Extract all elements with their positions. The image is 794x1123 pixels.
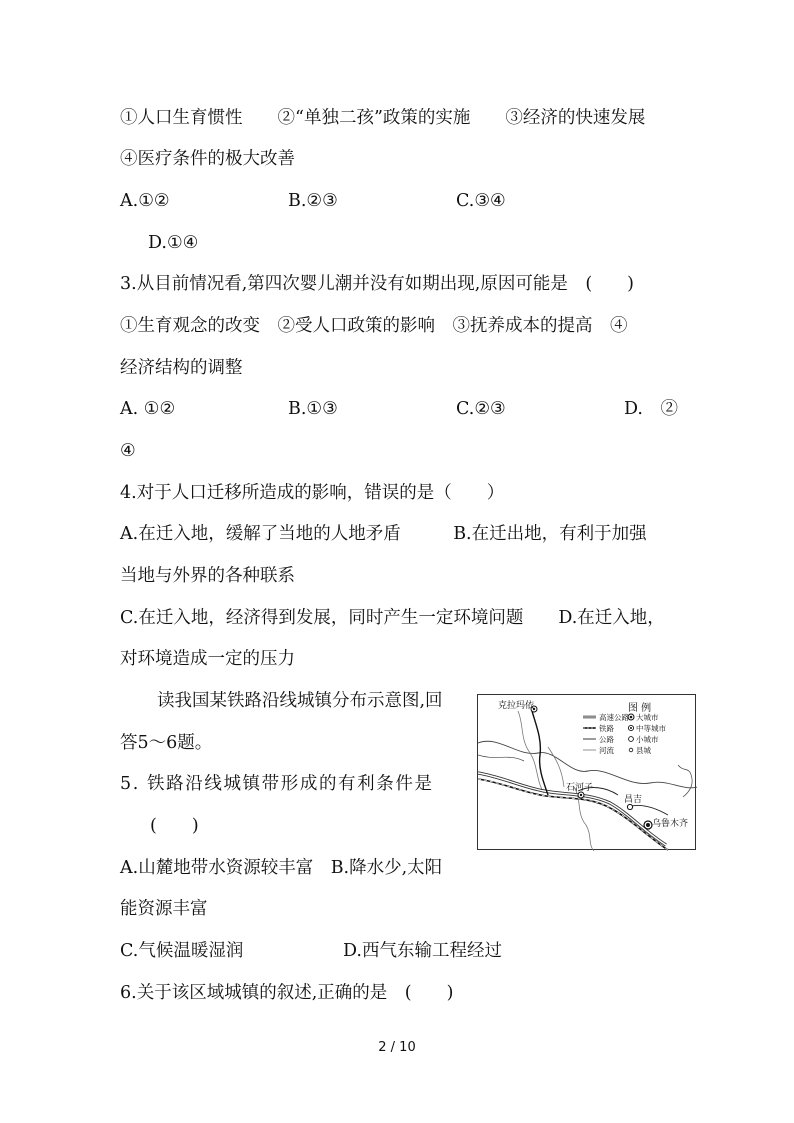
q5-line2: 能资源丰富 [120,899,208,919]
q2-option-c: C.③④ [456,191,506,211]
legend-county-town: 县城 [636,746,651,755]
legend-river: 河流 [599,746,614,755]
q4-line4: 对环境造成一定的压力 [120,649,295,669]
q4-line3: C.在迁入地，经济得到发展，同时产生一定环境问题 D.在迁入地， [120,608,665,628]
q2-option-a: A.①② [120,191,170,211]
q3-option-d-cont: ④ [120,441,136,461]
railway-town-map [477,694,696,850]
city-label-shihezi: 石河子 [566,783,594,793]
intro-line1: 读我国某铁路沿线城镇分布示意图,回 [157,691,443,711]
q4-stem: 4.对于人口迁移所造成的影响，错误的是（ ） [120,483,505,503]
legend-highway: 高速公路 [599,713,629,722]
q3-stem: 3.从目前情况看,第四次婴儿潮并没有如期出现,原因可能是 ( ) [120,274,634,294]
q5-paren: ( ) [150,816,199,836]
q2-items-line2: ④医疗条件的极大改善 [120,149,295,169]
legend-large-city: 大城市 [636,713,659,722]
legend-railway: 铁路 [599,724,614,733]
q4-line1: A.在迁入地，缓解了当地的人地矛盾 B.在迁出地，有利于加强 [120,524,647,544]
q5-line1: A.山麓地带水资源较丰富 B.降水少,太阳 [120,858,443,878]
q2-option-d: D.①④ [148,233,199,253]
city-label-changji: 昌吉 [624,795,643,805]
intro-line2: 答5～6题。 [120,733,213,753]
q4-line2: 当地与外界的各种联系 [120,566,295,586]
q3-option-d: D. ② [624,399,678,419]
q3-items-line1: ①生育观念的改变 ②受人口政策的影响 ③抚养成本的提高 ④ [120,316,628,336]
q2-option-b: B.②③ [288,191,338,211]
legend-medium-city: 中等城市 [636,724,666,733]
q5-stem: 5. 铁路沿线城镇带形成的有利条件是 [120,774,434,794]
q5-option-d: D.西气东输工程经过 [343,941,502,961]
q3-option-c: C.②③ [456,399,506,419]
q3-option-a: A. ①② [120,399,176,419]
q3-option-b: B.①③ [288,399,338,419]
legend-road: 公路 [599,735,614,744]
q6-stem: 6.关于该区域城镇的叙述,正确的是 ( ) [120,983,454,1003]
legend-small-city: 小城市 [636,735,659,744]
q5-option-c: C.气候温暖湿润 [120,941,244,961]
q3-items-line2: 经济结构的调整 [120,358,243,378]
city-label-karamay: 克拉玛依 [498,701,535,711]
page-number: 2 / 10 [378,1040,416,1055]
q2-items-line1: ①人口生育惯性 ②“单独二孩”政策的实施 ③经济的快速发展 [120,108,646,128]
city-label-urumqi: 乌鲁木齐 [652,819,689,829]
map-legend-title: 图 例 [628,703,652,714]
